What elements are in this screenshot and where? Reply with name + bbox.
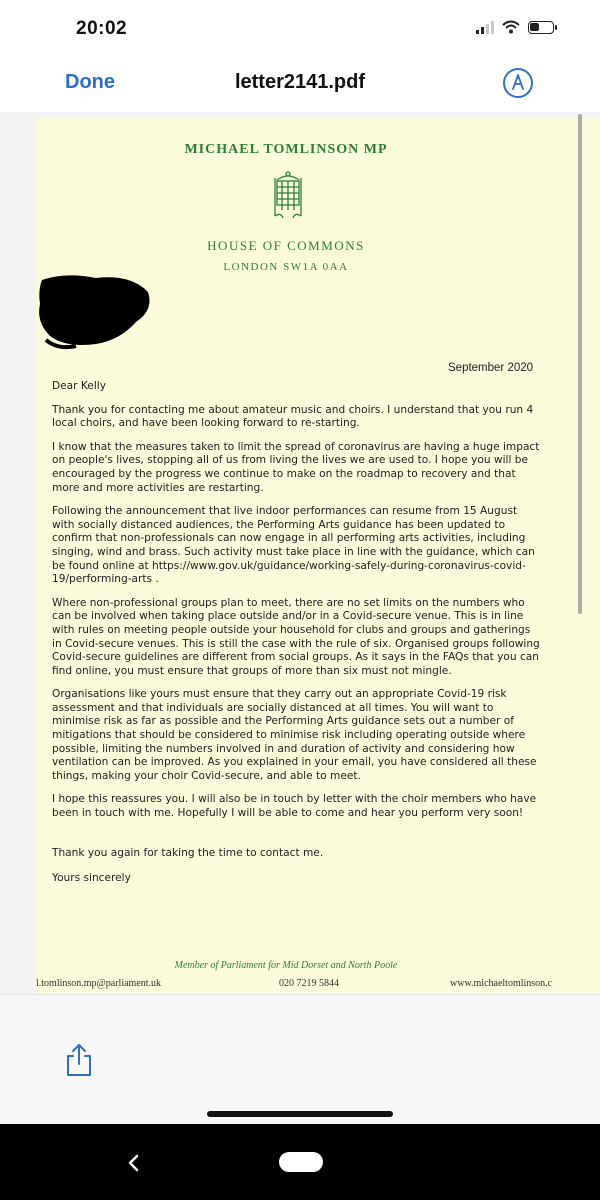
scrollbar[interactable] bbox=[578, 114, 582, 614]
letterhead-name: MICHAEL TOMLINSON MP bbox=[184, 142, 388, 157]
home-pill-icon[interactable] bbox=[279, 1152, 323, 1172]
home-indicator[interactable] bbox=[207, 1111, 393, 1117]
status-icons bbox=[476, 20, 554, 34]
redaction-scribble bbox=[36, 270, 154, 350]
paragraph: Where non-professional groups plan to meet, there are no set limits on the numbers who can be involved when taking place outside and/or in a Covid-secure venue. This is in line with rules on meeting people outside your household for clubs and groups and gatherings in Covid-secure venues. This is still the case with the rule of six. Organised groups following Covid-secure guidelines are different from social groups. As it says in the FAQs that you can find online, you must ensure that groups of more than six must not mingle. bbox=[52, 596, 540, 677]
share-icon[interactable] bbox=[64, 1043, 94, 1077]
document-title: letter2141.pdf bbox=[234, 71, 366, 93]
signal-icon bbox=[476, 20, 494, 34]
pdf-viewer[interactable] bbox=[0, 112, 600, 994]
letter-body bbox=[52, 380, 540, 898]
battery-icon bbox=[528, 21, 554, 34]
paragraph: I know that the measures taken to limit the spread of coronavirus are having a huge impact on people's lives, stopping all of us from living the lives we are used to. I hope you will be encouraged by the progress we continue to make on the roadmap to recovery and that more and more activities are restarting. bbox=[52, 440, 540, 494]
bottom-toolbar bbox=[0, 994, 600, 1124]
done-button[interactable]: Done bbox=[65, 71, 115, 93]
sign-off: Yours sincerely bbox=[52, 872, 131, 885]
markup-pen-icon[interactable] bbox=[503, 68, 533, 98]
nav-bar bbox=[0, 56, 600, 112]
letter-page bbox=[36, 118, 600, 994]
salutation: Dear Kelly bbox=[52, 380, 106, 392]
footer-website: www.michaeltomlinson.c bbox=[450, 978, 553, 989]
letterhead-house: HOUSE OF COMMONS bbox=[207, 238, 365, 253]
status-bar bbox=[0, 0, 600, 56]
paragraph: Thank you again for taking the time to contact me. bbox=[52, 846, 324, 859]
paragraph: Organisations like yours must ensure that they carry out an appropriate Covid-19 risk assessment and that individuals are socially distanced at all times. You will want to minimise risk as far as possible and the Performing Arts guidance sets out a number of mitigations that should be considered to minimise risk including operating outside where possible, limiting the numbers involved in and duration of activity and considering how ventilation can be improved. As you explained in your email, you have considered all these things, making your choir Covid-secure, and able to meet. bbox=[52, 688, 537, 782]
battery-level bbox=[530, 23, 539, 31]
footer-email: l.tomlinson.mp@parliament.uk bbox=[36, 978, 162, 989]
footer-phone: 020 7219 5844 bbox=[279, 978, 339, 989]
paragraph: I hope this reassures you. I will also be in touch by letter with the choir members who have been in touch with me. Hopefully I will be able to come and hear you perform very soon! bbox=[52, 793, 537, 820]
footer-role: Member of Parliament for Mid Dorset and North Poole bbox=[174, 960, 398, 971]
letter-date: September 2020 bbox=[448, 362, 534, 374]
status-time: 20:02 bbox=[76, 18, 128, 39]
portcullis-crest-icon bbox=[273, 170, 303, 220]
wifi-icon bbox=[502, 20, 520, 34]
paragraph: Following the announcement that live indoor performances can resume from 15 August with socially distanced audiences, the Performing Arts guidance has been updated to confirm that non-professionals can now engage in all performing arts activities, including singing, wind and brass. Such activity must take place in line with the guidance, which can be found online at https://www.gov.uk/guidance/working-safely-during-coronavirus-covid-19/performing-arts . bbox=[52, 505, 535, 586]
paragraph: Thank you for contacting me about amateur music and choirs. I understand that you run 4 local choirs, and have been looking forward to re-starting. bbox=[52, 403, 534, 430]
system-nav-bar bbox=[0, 1124, 600, 1200]
letterhead-address: LONDON SW1A 0AA bbox=[223, 261, 349, 273]
back-chevron-icon[interactable] bbox=[122, 1148, 146, 1178]
